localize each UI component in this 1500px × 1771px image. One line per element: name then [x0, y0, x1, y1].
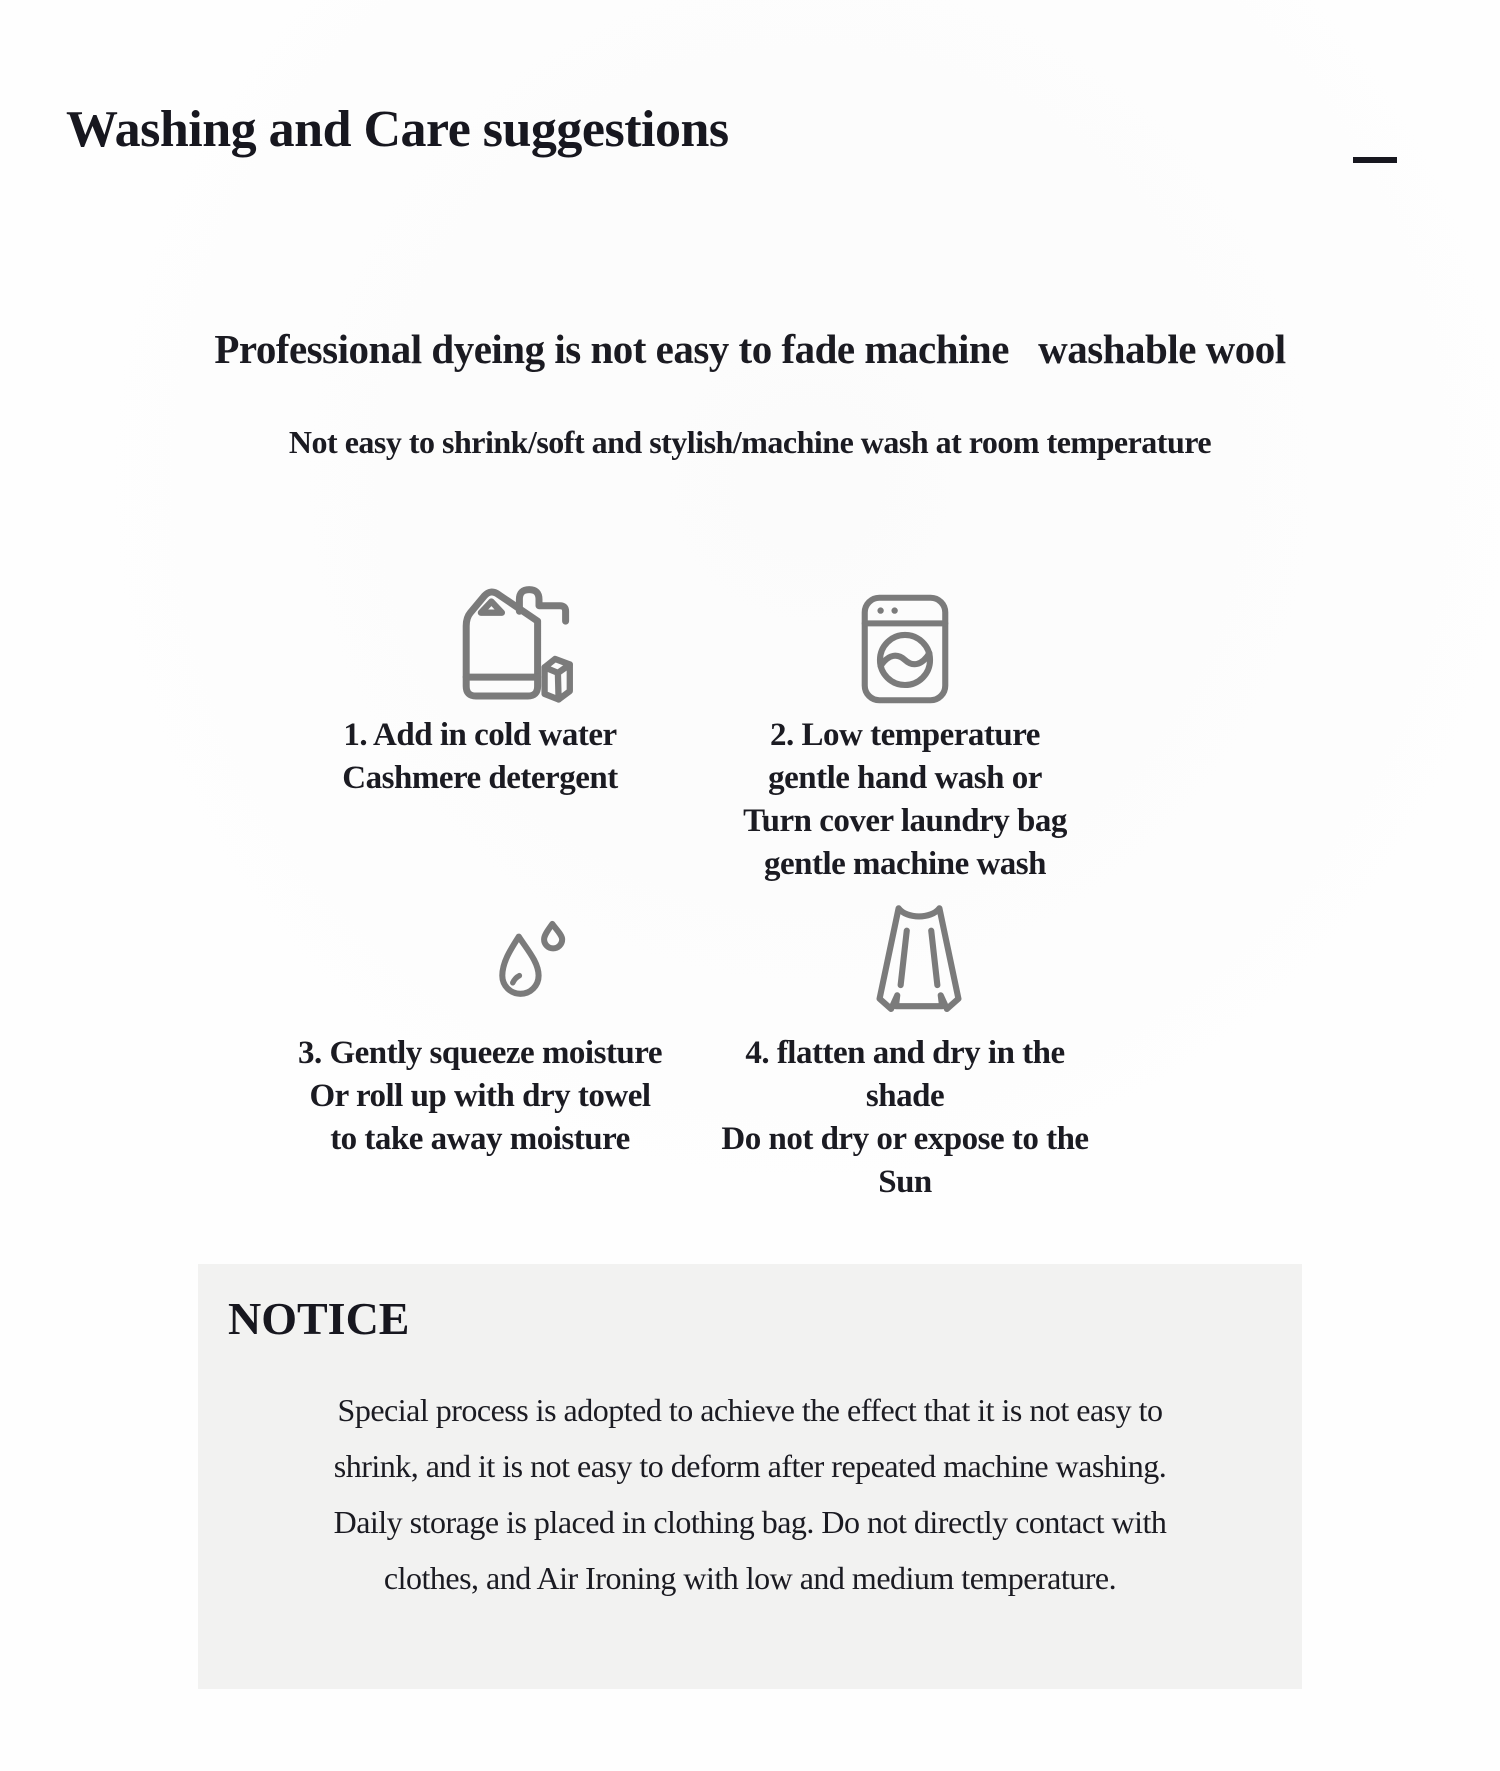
washing-machine-icon — [844, 588, 966, 710]
caption-line: Do not dry or expose to the Sun — [721, 1121, 1089, 1200]
step-icons-row-1 — [255, 570, 1105, 708]
caption-line: 1. Add in cold water — [343, 717, 617, 753]
step-captions-row-2 — [255, 1032, 1105, 1204]
step-1-icon-cell — [293, 570, 743, 710]
step-captions-row-1 — [255, 714, 1105, 886]
step-1-caption — [255, 714, 705, 886]
caption-line: 3. Gently squeeze moisture — [297, 1035, 662, 1071]
caption-line: to take away moisture — [330, 1121, 630, 1157]
notice-panel — [198, 1264, 1302, 1689]
step-icons-row-2 — [255, 894, 1105, 1016]
notice-body-line: shrink, and it is not easy to deform after repeated machine washing. — [333, 1448, 1167, 1484]
intro-headline: Professional dyeing is not easy to fade machine washable wool — [214, 326, 1286, 372]
caption-line: Turn cover laundry bag — [743, 803, 1067, 839]
step-2-caption — [705, 714, 1105, 886]
caption-line: Or roll up with dry towel — [309, 1078, 651, 1114]
sweater-icon — [851, 894, 987, 1030]
caption-line: gentle hand wash or — [768, 760, 1042, 796]
water-drops-icon — [477, 908, 587, 1018]
title-dash-rule — [1353, 157, 1397, 163]
caption-line: Cashmere detergent — [342, 760, 618, 796]
step-2-icon-cell — [705, 570, 1105, 710]
step-4-icon-cell — [719, 894, 1119, 1030]
caption-line: gentle machine wash — [764, 846, 1046, 882]
detergent-jug-icon — [448, 570, 588, 710]
caption-line: 2. Low temperature — [770, 717, 1040, 753]
notice-heading: NOTICE — [228, 1293, 410, 1344]
step-3-icon-cell — [307, 894, 757, 1030]
notice-body-line: Special process is adopted to achieve the effect that it is not easy to — [337, 1392, 1163, 1428]
notice-body-line: clothes, and Air Ironing with low and medium temperature. — [383, 1560, 1117, 1596]
caption-line: 4. flatten and dry in the shade — [745, 1035, 1065, 1114]
notice-body-line: Daily storage is placed in clothing bag. Do not directly contact with — [333, 1504, 1167, 1540]
page-title: Washing and Care suggestions — [66, 101, 729, 158]
step-4-caption — [705, 1032, 1105, 1204]
notice-body — [198, 1382, 1302, 1606]
intro-subheadline: Not easy to shrink/soft and stylish/machine wash at room temperature — [288, 424, 1212, 460]
step-3-caption — [255, 1032, 705, 1204]
